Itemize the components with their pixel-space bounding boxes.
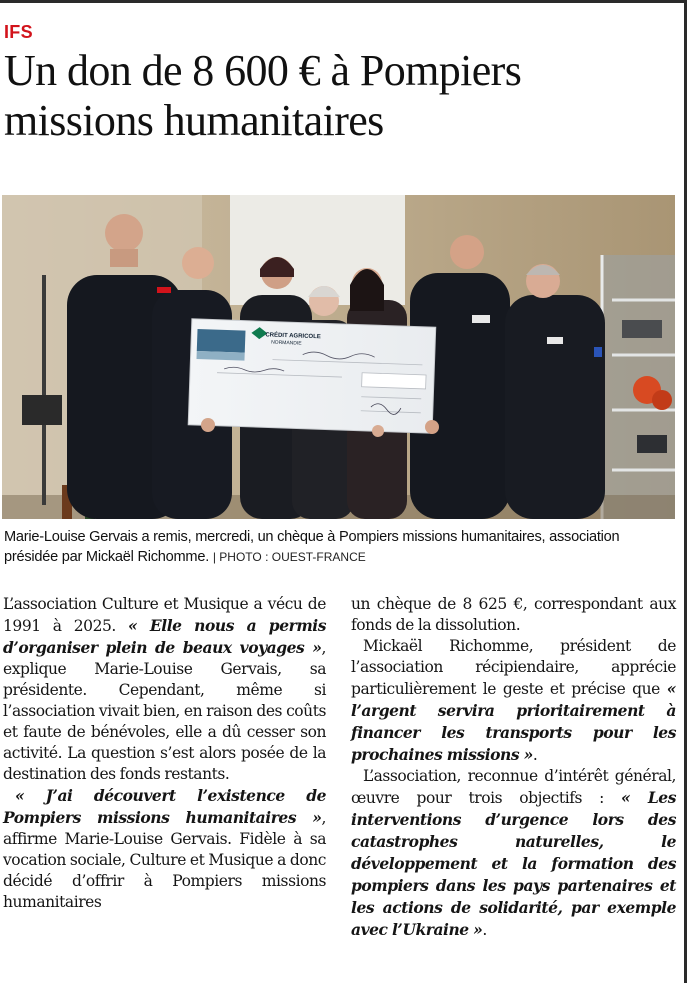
- article-photo: [2, 195, 675, 519]
- paragraph-3-text: Mickaël Richomme, président de l’association récipiendaire, apprécie particulièrement le geste et précise que: [351, 637, 676, 698]
- paragraph-3-end: .: [532, 746, 538, 764]
- article-body-left-column: [3, 594, 326, 913]
- paragraph-2: [3, 785, 326, 913]
- quote-transports: « l’argent servira prioritairement à financer les transports pour les prochaines missions »: [351, 679, 676, 764]
- section-kicker: IFS: [4, 22, 33, 42]
- paragraph-2-text: , affirme Marie-Louise Gervais. Fidèle à sa vocation sociale, Culture et Musique a donc décidé d’offrir à Pompiers missions humanitaires: [3, 809, 326, 911]
- article-headline: Un don de 8 600 € à Pompiers missions humanitaires: [4, 46, 522, 145]
- paragraph-4: [351, 766, 676, 941]
- paragraph-2-continued: un chèque de 8 625 €, correspondant aux fonds de la dissolution.: [351, 595, 676, 634]
- quote-beaux-voyages: « Elle nous a permis d’organiser plein de beaux voyages »: [3, 616, 326, 657]
- paragraph-1: [3, 594, 326, 785]
- paragraph-4-end: .: [482, 921, 487, 939]
- cheque-bank-region: NORMANDIE: [271, 339, 302, 347]
- paragraph-1-text-end: , explique Marie-Louise Gervais, sa présidente. Cependant, même si l’association vivait bien, en raison des coûts et faute de bénévoles, elle a dû cesser son activité. La question s’est alors posée de la destination des fonds restants.: [3, 639, 326, 783]
- article-body-right-column: [351, 594, 676, 941]
- caption-text: Marie-Louise Gervais a remis, mercredi, un chèque à Pompiers missions humanitaires, association présidée par Mickaël Richomme.: [4, 529, 620, 565]
- photo-caption: [4, 527, 676, 567]
- quote-objectifs: « Les interventions d’urgence lors des catastrophes naturelles, le développement et la formation des pompiers dans les pays partenaires et les actions de solidarité, par exemple avec l’Ukraine »: [351, 788, 676, 939]
- paragraph-4-text: L’association, reconnue d’intérêt général, œuvre pour trois objectifs :: [351, 767, 676, 807]
- quote-decouvert: « J’ai découvert l’existence de Pompiers missions humanitaires »: [3, 786, 326, 827]
- page-border-top: [0, 0, 687, 3]
- cheque-bank-name: CRÉDIT AGRICOLE: [265, 332, 321, 341]
- paragraph-1-text: L’association Culture et Musique a vécu de 1991 à 2025.: [3, 595, 326, 635]
- photo-credit-source: OUEST-FRANCE: [271, 550, 366, 564]
- paragraph-3: [351, 636, 676, 766]
- photo-credit-label: | PHOTO :: [212, 550, 272, 564]
